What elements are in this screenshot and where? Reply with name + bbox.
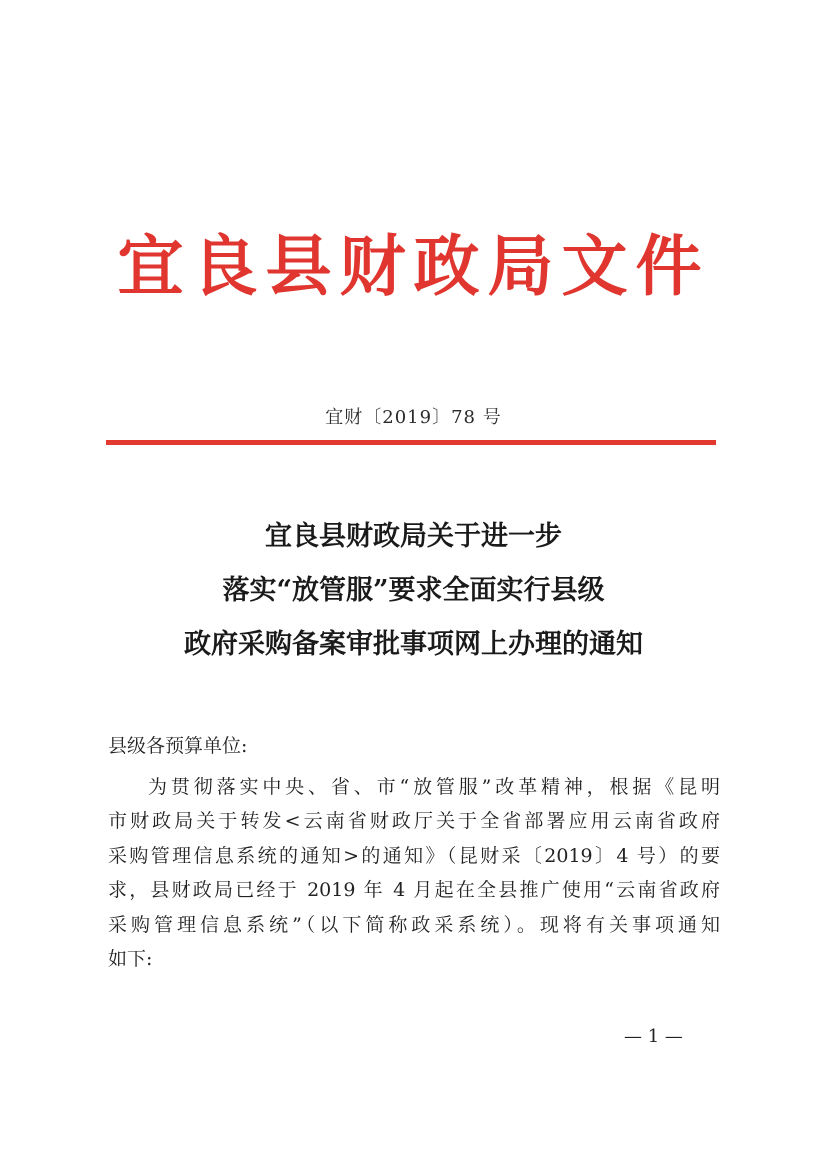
body-line-2: 市财政局关于转发<云南省财政厅关于全省部署应用云南省政府 [108, 810, 720, 833]
document-number: 宜财〔2019〕78 号 [325, 407, 502, 428]
page-number: — 1 — [624, 1026, 683, 1047]
title-line-2: 落实“放管服”要求全面实行县级 [222, 575, 605, 606]
body-line-1: 为贯彻落实中央、省、市“放管服”改革精神，根据《昆明 [148, 776, 720, 798]
body-line-3: 采购管理信息系统的通知>的通知》（昆财采〔2019〕4 号）的要 [108, 844, 720, 867]
title-line-3: 政府采购备案审批事项网上办理的通知 [184, 629, 643, 660]
salutation: 县级各预算单位: [108, 735, 248, 757]
body-line-6: 如下: [108, 948, 153, 971]
body-line-5: 采购管理信息系统”（以下简称政采系统）。现将有关事项通知 [108, 913, 720, 936]
body-paragraph [108, 770, 720, 976]
document-masthead: 宜良县财政局文件 [117, 228, 710, 305]
document-title [0, 510, 827, 672]
body-line-4: 求，县财政局已经于 2019 年 4 月起在全县推广使用“云南省政府 [108, 879, 720, 902]
title-line-1: 宜良县财政局关于进一步 [265, 521, 562, 552]
red-separator-line [106, 440, 716, 445]
